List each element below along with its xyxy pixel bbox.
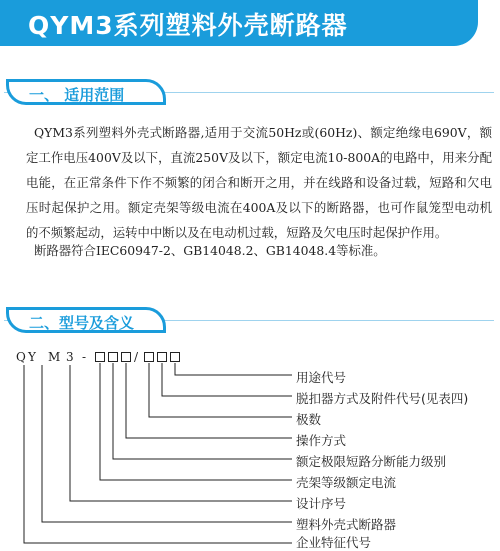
meaning-item: 额定极限短路分断能力级别 <box>296 454 447 469</box>
meaning-item: 设计序号 <box>296 496 347 511</box>
meaning-item: 企业特征代号 <box>296 535 372 550</box>
scope-paragraph: QYM3系列塑料外壳式断路器,适用于交流50Hz或(60Hz)、额定绝缘电690V，额定工作电压400V及以下，直流250V及以下，额定电流10-800A的电路中，用来分配电能，在正常条件下作不频繁的闭合和断开之用，并在线路和设备过载，短路和欠电压时起保护之用。额定壳架等级电流在400A及以下的断路器，也可作鼠笼型电动机的不频繁起动，运转中中断以及在电动机过载，短路及欠电压时起保护作用。 <box>26 125 492 240</box>
meaning-item: 脱扣器方式及附件代号(见表四) <box>296 391 469 406</box>
meaning-item: 极数 <box>296 412 322 427</box>
model-char-3: 3 <box>66 350 74 364</box>
section-heading: 一、 适用范围 <box>29 86 125 104</box>
model-char-dash: - <box>82 350 87 364</box>
model-char-y: Y <box>28 350 36 364</box>
model-char-q: Q <box>16 350 26 364</box>
standards-paragraph: 断路器符合IEC60947-2、GB14048.2、GB14048.4等标准。 <box>34 243 386 258</box>
meaning-item: 塑料外壳式断路器 <box>296 517 397 532</box>
page-title: QYM3系列塑料外壳断路器 <box>28 11 348 40</box>
meaning-item: 壳架等级额定电流 <box>296 475 397 490</box>
meaning-item: 操作方式 <box>296 433 347 448</box>
meaning-item: 用途代号 <box>296 370 347 385</box>
section-heading: 二、型号及含义 <box>29 314 135 332</box>
model-char-m: M <box>48 350 61 364</box>
model-char-slash: / <box>134 350 139 364</box>
